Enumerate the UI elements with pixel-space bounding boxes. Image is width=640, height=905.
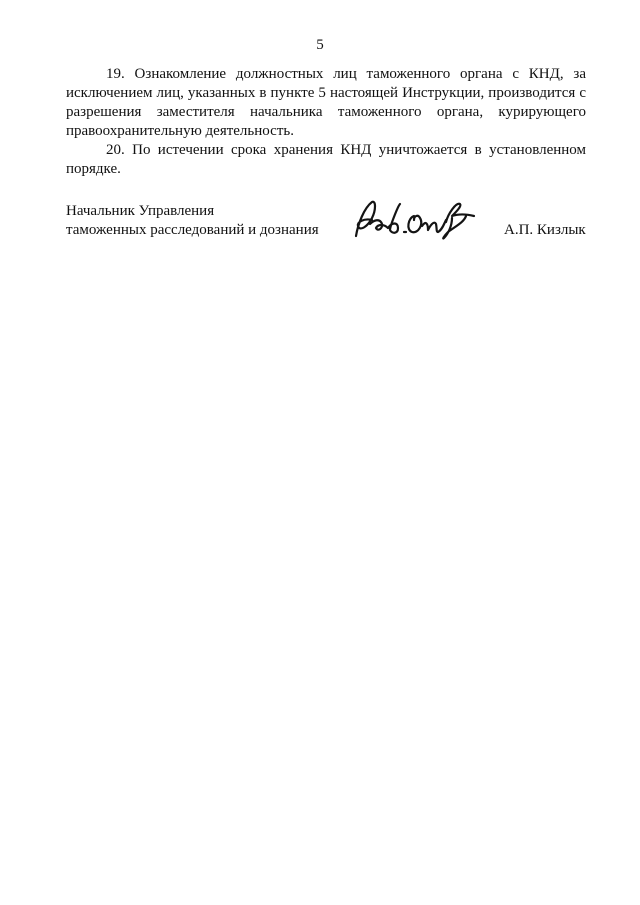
position-title-line-1: Начальник Управления (66, 203, 215, 219)
handwritten-signature (348, 196, 498, 246)
page-number: 5 (316, 37, 324, 53)
paragraph-20: 20. По истечении срока хранения КНД уничтожается в установленном порядке. (66, 142, 586, 177)
signature-block (66, 202, 586, 262)
document-body (66, 65, 586, 179)
signer-name: А.П. Кизлык (504, 222, 586, 238)
position-title (66, 202, 319, 240)
position-title-line-2: таможенных расследований и дознания (66, 222, 319, 238)
paragraph-19: 19. Ознакомление должностных лиц таможенного органа с КНД, за исключением лиц, указанных в пункте 5 настоящей Инструкции, производится с разрешения заместителя начальника таможенного органа, курирующего правоохранительную деятельность. (66, 66, 586, 139)
